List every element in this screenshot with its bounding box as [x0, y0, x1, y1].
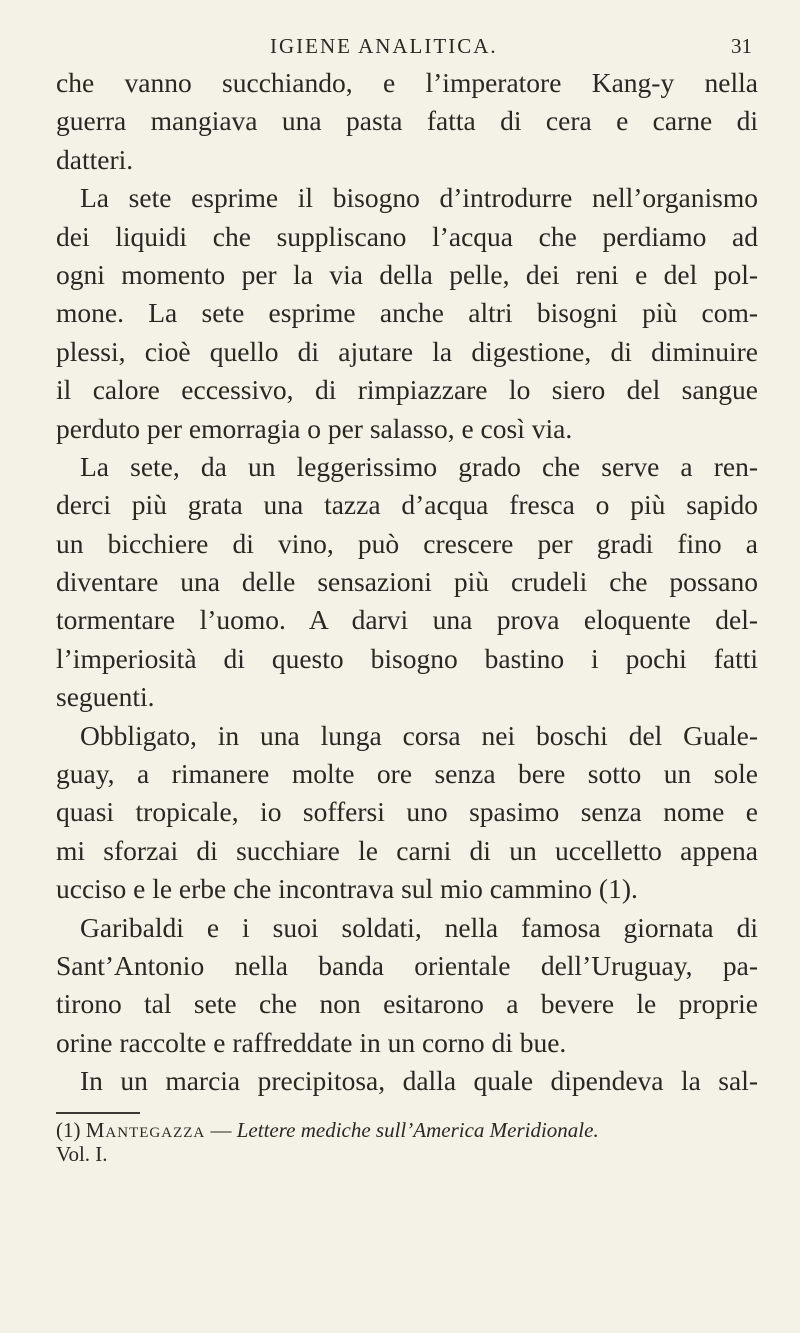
footnote-title: Lettere mediche sull’America Meridionale. [236, 1118, 599, 1142]
footnote-dash: — [210, 1118, 232, 1142]
text-line: orine raccolte e raffreddate in un corno di bue. [56, 1026, 567, 1058]
text-line: Garibaldi e i suoi soldati, nella famosa giornata di [80, 911, 758, 943]
text-line: Obbligato, in una lunga corsa nei boschi del Guale- [80, 719, 758, 751]
text-line: La sete, da un leggerissimo grado che serve a ren- [80, 450, 758, 482]
footnote [56, 1118, 758, 1166]
text-line: dei liquidi che suppliscano l’acqua che perdiamo ad [56, 220, 758, 252]
text-line: datteri. [56, 143, 134, 175]
text-line: In un marcia precipitosa, dalla quale dipendeva la sal- [80, 1065, 758, 1097]
text-line: ogni momento per la via della pelle, dei reni e del pol- [56, 258, 758, 290]
page-header [56, 34, 756, 58]
footnote-author: Mantegazza [85, 1118, 206, 1142]
text-line: mone. La sete esprime anche altri bisogni più com- [56, 297, 758, 329]
text-line: Sant’Antonio nella banda orientale dell’Uruguay, pa- [56, 949, 758, 981]
body-text [56, 64, 758, 1101]
footnote-marker: (1) [56, 1118, 81, 1142]
footnote-line [56, 1118, 758, 1142]
text-line: l’imperiosità di questo bisogno bastino i pochi fatti [56, 642, 758, 674]
text-line: tirono tal sete che non esitarono a bevere le proprie [56, 988, 758, 1020]
footnote-rule [56, 1112, 140, 1114]
footnote-volume: Vol. I. [56, 1142, 108, 1166]
text-line: tormentare l’uomo. A darvi una prova eloquente del- [56, 604, 758, 636]
text-line: derci più grata una tazza d’acqua fresca o più sapido [56, 489, 758, 521]
text-line: perduto per emorragia o per salasso, e così via. [56, 412, 573, 444]
text-line: che vanno succhiando, e l’imperatore Kang-y nella [56, 67, 758, 98]
text-line: ucciso e le erbe che incontrava sul mio cammino (1). [56, 873, 638, 905]
text-line: plessi, cioè quello di ajutare la digestione, di diminuire [56, 335, 758, 367]
text-line: quasi tropicale, io soffersi uno spasimo senza nome e [56, 796, 758, 828]
running-title: IGIENE ANALITICA. [270, 34, 498, 58]
text-line: La sete esprime il bisogno d’introdurre nell’organismo [80, 182, 758, 214]
text-line: guay, a rimanere molte ore senza bere sotto un sole [56, 758, 758, 790]
text-line: seguenti. [56, 681, 155, 713]
text-line: un bicchiere di vino, può crescere per gradi fino a [56, 527, 758, 559]
text-line: mi sforzai di succhiare le carni di un uccelletto appena [56, 834, 758, 866]
page-number: 31 [731, 34, 752, 58]
text-line: il calore eccessivo, di rimpiazzare lo siero del sangue [56, 374, 758, 406]
text-line: guerra mangiava una pasta fatta di cera e carne di [56, 105, 758, 137]
text-line: diventare una delle sensazioni più crudeli che possano [56, 566, 758, 598]
